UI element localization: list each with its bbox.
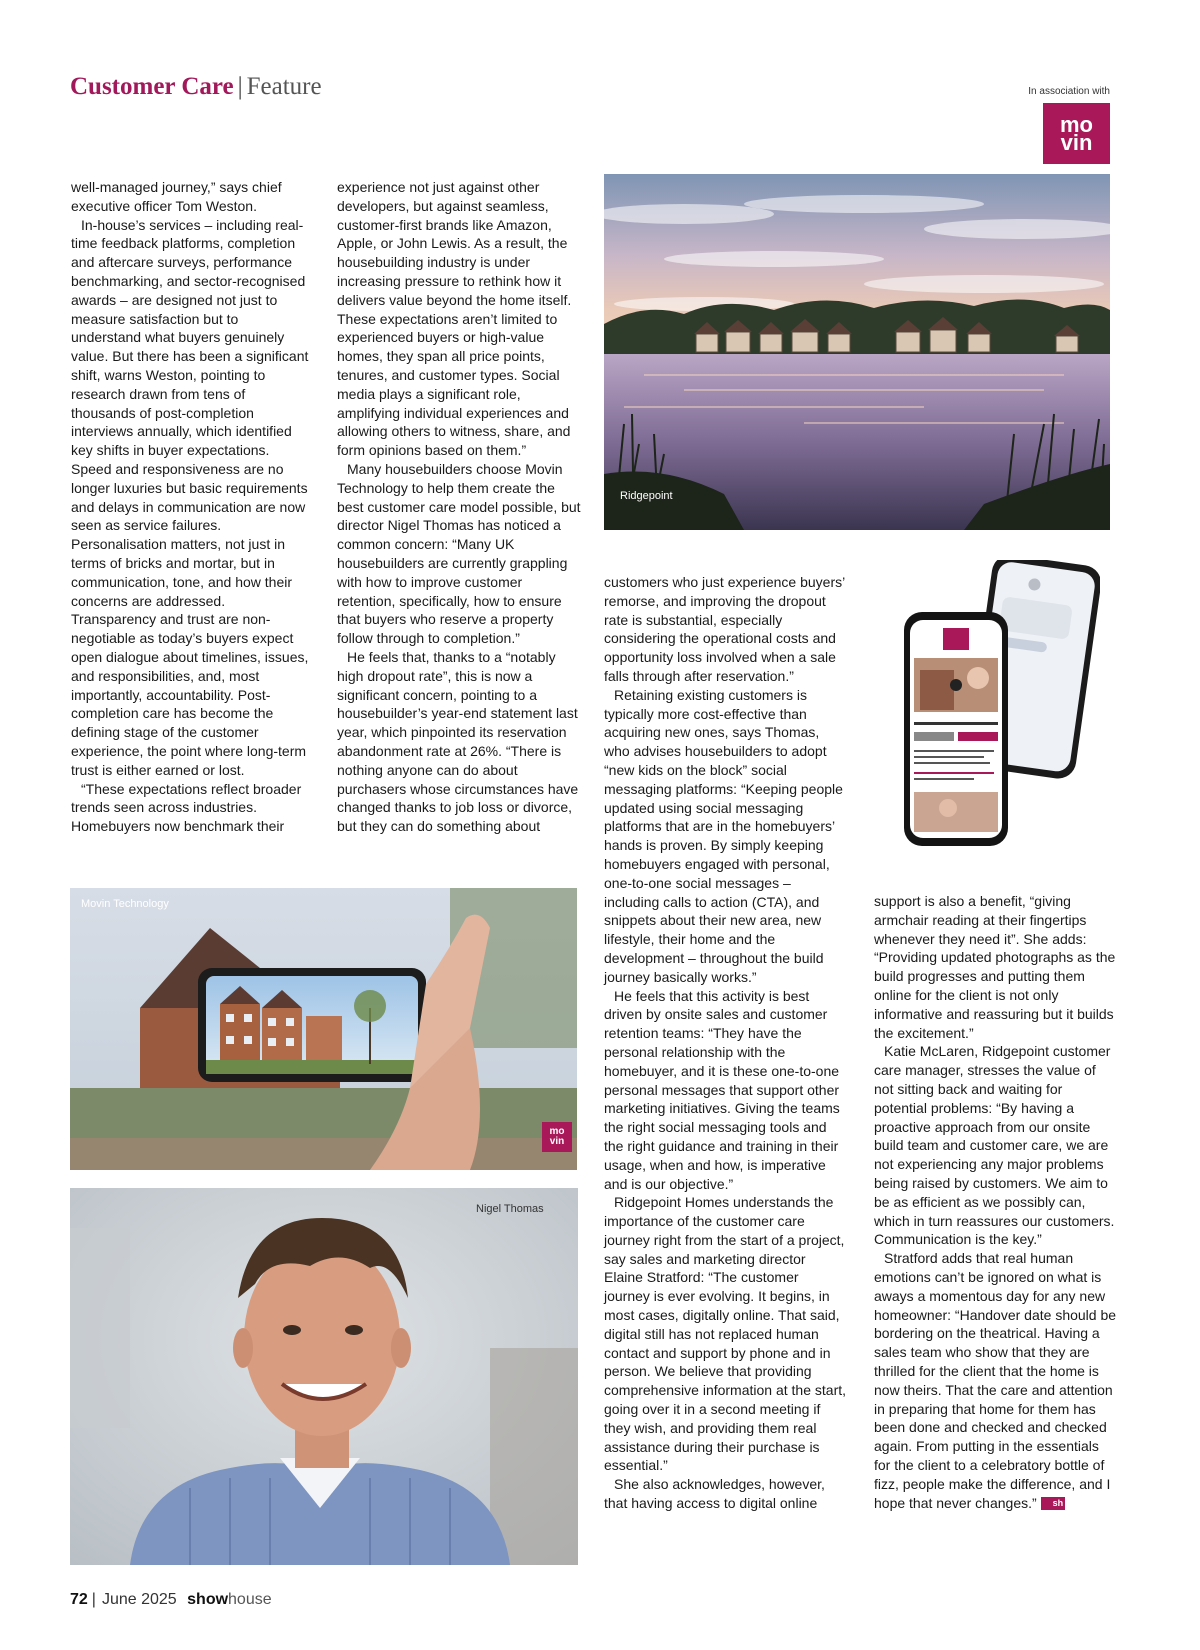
paragraph: well-managed journey,” says chief executive officer Tom Weston. <box>71 179 282 214</box>
paragraph: He feels that this activity is best driven by onsite sales and customer retention teams: “They have the personal relationship with the homebuyer, and it is these one-to-one personal messages that support other marketing initiatives. Giving the teams the right social messaging tools and the right guidance and training in their usage, when and how, is imperative and is our objective.” <box>604 987 840 1192</box>
page-footer <box>70 1591 272 1609</box>
phone-app-logo <box>943 628 969 650</box>
brand-bold: show <box>187 1591 229 1608</box>
movin-logo-bottom: vin <box>1060 129 1093 155</box>
phone-illustration <box>900 560 1100 850</box>
paragraph: experience not just against other developers, but against seamless, customer-first brands like Amazon, Apple, or John Lewis. As a result, the housebuilding industry is under increasing pressure to rethink how it delivers value beyond the home itself. These expectations aren’t limited to experienced buyers or high-value homes, they span all price points, tenures, and customer types. Social media plays a significant role, amplifying individual experiences and allowing others to witness, share, and form opinions based on them.” <box>337 179 572 459</box>
portrait-illustration <box>70 1188 578 1565</box>
section-title: Customer Care <box>70 73 234 100</box>
phone-mockup-image <box>900 560 1100 850</box>
movin-logo-top: mo <box>1060 111 1093 137</box>
section-header <box>70 72 322 102</box>
paragraph: He feels that, thanks to a “notably high dropout rate”, this is now a significant concern, pointing to a housebuilder’s year-end statement last year, which pinpointed its reservation abandonment rate at 26%. “There is nothing anyone can do about purchasers whose circumstances have changed thanks to job loss or divorce, but they can do something about <box>337 648 579 835</box>
publication-brand <box>187 1591 271 1608</box>
photo-caption: Ridgepoint <box>620 490 673 502</box>
end-mark: sh <box>1041 1497 1066 1510</box>
movin-badge-bottom: vin <box>549 1136 565 1147</box>
paragraph: support is also a benefit, “giving armchair reading at their fingertips whenever they need it”. She adds: “Providing updated photographs as the build progresses and putting them online for the client is not only informative and reassuring but it builds the excitement.” <box>874 893 1116 1041</box>
ridgepoint-lake-photo <box>604 174 1110 530</box>
phone-in-hand-illustration <box>70 888 577 1170</box>
nigel-thomas-portrait <box>70 1188 578 1565</box>
article-column-3 <box>604 573 848 1513</box>
movin-technology-photo <box>70 888 577 1170</box>
article-column-1 <box>71 178 311 836</box>
paragraph: Many housebuilders choose Movin Technology to help them create the best customer care model possible, but director Nigel Thomas has noticed a common concern: “Many UK housebuilders are currently grappling with how to improve customer retention, specifically, how to ensure that buyers who reserve a property follow through to completion.” <box>337 460 581 647</box>
paragraph <box>874 1249 1118 1512</box>
section-type: Feature <box>246 73 322 100</box>
article-column-4 <box>874 892 1118 1512</box>
movin-badge <box>542 1122 572 1152</box>
sponsor-label: In association with <box>1028 86 1110 97</box>
page-number: 72 <box>70 1591 88 1608</box>
paragraph: Katie McLaren, Ridgepoint customer care manager, stresses the value of not sitting back and waiting for potential problems: “By having a proactive approach from our onsite build team and customer care, we are not experiencing any major problems being raised by customers. We aim to be as efficient as we possibly can, which in turn reassures our customers. Communication is the key.” <box>874 1043 1115 1248</box>
movin-logo <box>1043 103 1110 164</box>
paragraph: customers who just experience buyers’ remorse, and improving the dropout rate is substantial, especially considering the operational costs and opportunity loss involved when a sale falls through after reservation.” <box>604 574 845 684</box>
brand-light: house <box>228 1591 272 1608</box>
paragraph: She also acknowledges, however, that having access to digital online <box>604 1476 825 1512</box>
article-column-2 <box>337 178 582 836</box>
lake-scene-illustration <box>604 174 1110 530</box>
paragraph-text: Stratford adds that real human emotions can’t be ignored on what is aways a momentous day for any new homeowner: “Handover date should be bordering on the theatrical. Having a sales team who show that they are thrilled for the client that the home is now theirs. That the care and attention in preparing that home for them has been done and checked and checked again. From putting in the essentials for the client to a celebratory bottle of fizz, people make the difference, and I hope that never changes.” <box>874 1250 1117 1511</box>
movin-badge-top: mo <box>549 1126 565 1137</box>
footer-separator: | <box>91 1591 96 1608</box>
photo-caption: Nigel Thomas <box>476 1203 544 1215</box>
issue-date: June 2025 <box>101 1591 177 1608</box>
paragraph: “These expectations reflect broader trends seen across industries. Homebuyers now benchmark their <box>71 780 302 835</box>
paragraph: Retaining existing customers is typically more cost-effective than acquiring new ones, says Thomas, who advises housebuilders to adopt “new kids on the block” social messaging platforms: “Keeping people updated using social messaging platforms that are in the homebuyers’ hands is proven. By simply keeping homebuyers engaged with personal, one-to-one social messages – including calls to action (CTA), and snippets about their new area, new lifestyle, their home and the development – throughout the build journey basically works.” <box>604 686 843 985</box>
photo-caption: Movin Technology <box>81 898 169 910</box>
header-separator: | <box>237 73 243 100</box>
paragraph: Ridgepoint Homes understands the importance of the customer care journey right from the start of a project, say sales and marketing director Elaine Stratford: “The customer journey is ever evolving. It begins, in most cases, digitally online. That said, digital still has not replaced human contact and support by phone and in person. We believe that providing comprehensive information at the start, going over it in a second meeting if they wish, and providing them real assistance during their purchase is essential.” <box>604 1194 847 1474</box>
paragraph: In-house’s services – including real-time feedback platforms, completion and aftercare surveys, performance benchmarking, and sector-recognised awards – are designed not just to measure satisfaction but to understand what buyers genuinely value. But there has been a significant shift, warns Weston, pointing to research drawn from tens of thousands of post-completion interviews annually, which identified key shifts in buyer expectations. Speed and responsiveness are no longer luxuries but basic requirements and delays in communication are now seen as service failures. Personalisation matters, not just in terms of bricks and mortar, but in communication, tone, and how their concerns are addressed. Transparency and trust are non-negotiable as today’s buyers expect open dialogue about timelines, issues, and responsibilities, and, most importantly, accountability. Post-completion care has become the defining stage of the customer experience, the point where long-term trust is either earned or lost. <box>71 216 309 778</box>
